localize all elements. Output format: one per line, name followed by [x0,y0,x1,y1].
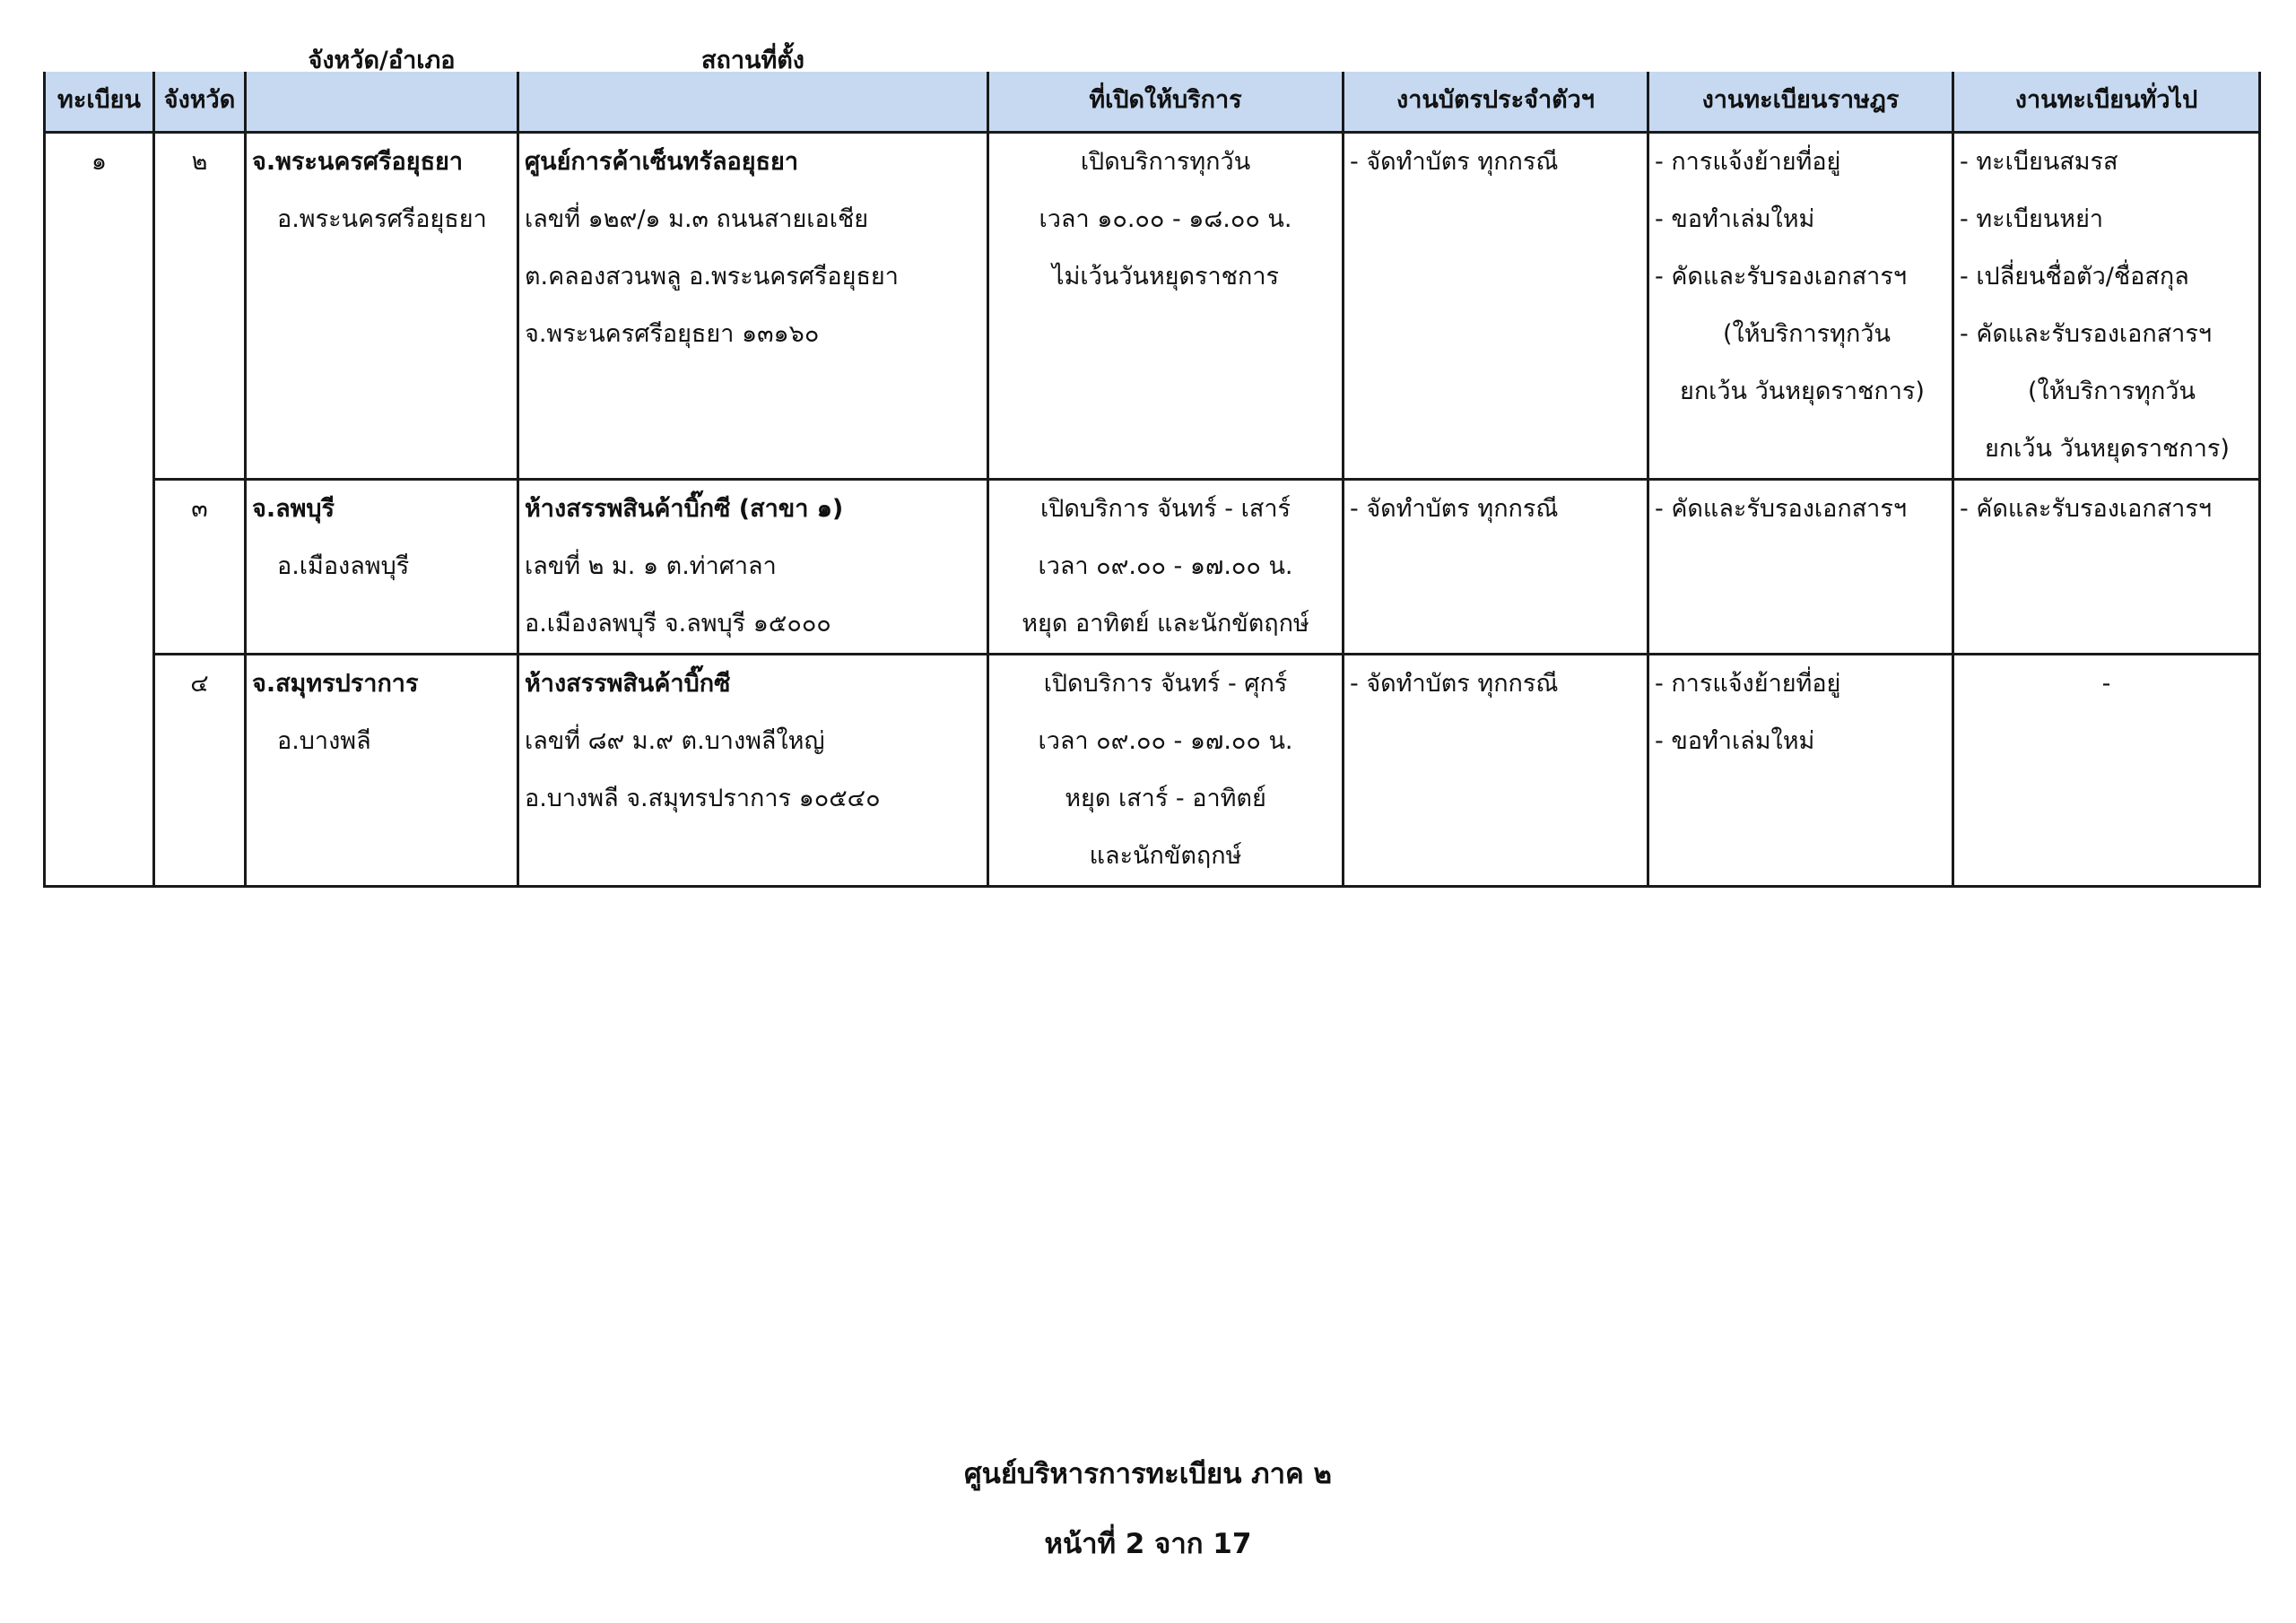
cell-general-registration: - [1953,655,2260,887]
cell-location: ห้างสรรพสินค้าบิ๊กซี เลขที่ ๘๙ ม.๙ ต.บางพลีใหญ่ อ.บางพลี จ.สมุทรปราการ ๑๐๕๔๐ [518,655,988,887]
header-id-card: งานบัตรประจำตัวฯ [1344,72,1648,133]
registration-service-table [43,47,2261,888]
cell-id-card: - จัดทำบัตร ทุกกรณี [1344,133,1648,480]
cell-registration-no: ๑ [45,133,154,887]
cell-seq: ๔ [154,655,246,887]
table-row [45,133,2260,480]
table-row [45,480,2260,655]
cell-province: จ.ลพบุรี อ.เมืองลพบุรี [246,480,518,655]
header-province-seq: จังหวัด [154,72,246,133]
cell-hours: เปิดบริการ จันทร์ - เสาร์ เวลา ๐๙.๐๐ - ๑๗.๐๐ น. หยุด อาทิตย์ และนักขัตฤกษ์ [988,480,1344,655]
cell-hours: เปิดบริการทุกวัน เวลา ๑๐.๐๐ - ๑๘.๐๐ น. ไม่เว้นวันหยุดราชการ [988,133,1344,480]
cell-id-card: - จัดทำบัตร ทุกกรณี [1344,655,1648,887]
cell-hours: เปิดบริการ จันทร์ - ศุกร์ เวลา ๐๙.๐๐ - ๑๗.๐๐ น. หยุด เสาร์ - อาทิตย์ และนักขัตฤกษ์ [988,655,1344,887]
footer-organization: ศูนย์บริหารการทะเบียน ภาค ๒ [964,1458,1332,1490]
cell-seq: ๒ [154,133,246,480]
table-row [45,655,2260,887]
header-registration-no: ทะเบียน [45,72,154,133]
header-general-registration: งานทะเบียนทั่วไป [1953,72,2260,133]
footer-page-number: หน้าที่ 2 จาก 17 [1044,1528,1252,1560]
header-location [518,47,988,133]
cell-seq: ๓ [154,480,246,655]
header-civil-registration: งานทะเบียนราษฎร [1648,72,1953,133]
cell-general-registration: - คัดและรับรองเอกสารฯ [1953,480,2260,655]
header-cut-label: จังหวัด/อำเภอ [308,47,456,74]
cell-province: จ.สมุทรปราการ อ.บางพลี [246,655,518,887]
cell-civil-registration: - การแจ้งย้ายที่อยู่ - ขอทำเล่มใหม่ - คัดและรับรองเอกสารฯ (ให้บริการทุกวัน ยกเว้น วันหยุดราชการ) [1648,133,1953,480]
header-cut-label: สถานที่ตั้ง [701,47,804,74]
cell-id-card: - จัดทำบัตร ทุกกรณี [1344,480,1648,655]
table-header-row [45,72,2260,133]
cell-general-registration: - ทะเบียนสมรส - ทะเบียนหย่า - เปลี่ยนชื่อตัว/ชื่อสกุล - คัดและรับรองเอกสารฯ (ให้บริการทุกวัน ยกเว้น วันหยุดราชการ) [1953,133,2260,480]
header-service-hours: ที่เปิดให้บริการ [988,72,1344,133]
cell-civil-registration: - การแจ้งย้ายที่อยู่ - ขอทำเล่มใหม่ [1648,655,1953,887]
cell-location: ศูนย์การค้าเซ็นทรัลอยุธยา เลขที่ ๑๒๙/๑ ม.๓ ถนนสายเอเชีย ต.คลองสวนพลู อ.พระนครศรีอยุธยา จ.พระนครศรีอยุธยา ๑๓๑๖๐ [518,133,988,480]
cell-province: จ.พระนครศรีอยุธยา อ.พระนครศรีอยุธยา [246,133,518,480]
header-province-district [246,47,518,133]
cell-location: ห้างสรรพสินค้าบิ๊กซี (สาขา ๑) เลขที่ ๒ ม. ๑ ต.ท่าศาลา อ.เมืองลพบุรี จ.ลพบุรี ๑๕๐๐๐ [518,480,988,655]
cell-civil-registration: - คัดและรับรองเอกสารฯ [1648,480,1953,655]
